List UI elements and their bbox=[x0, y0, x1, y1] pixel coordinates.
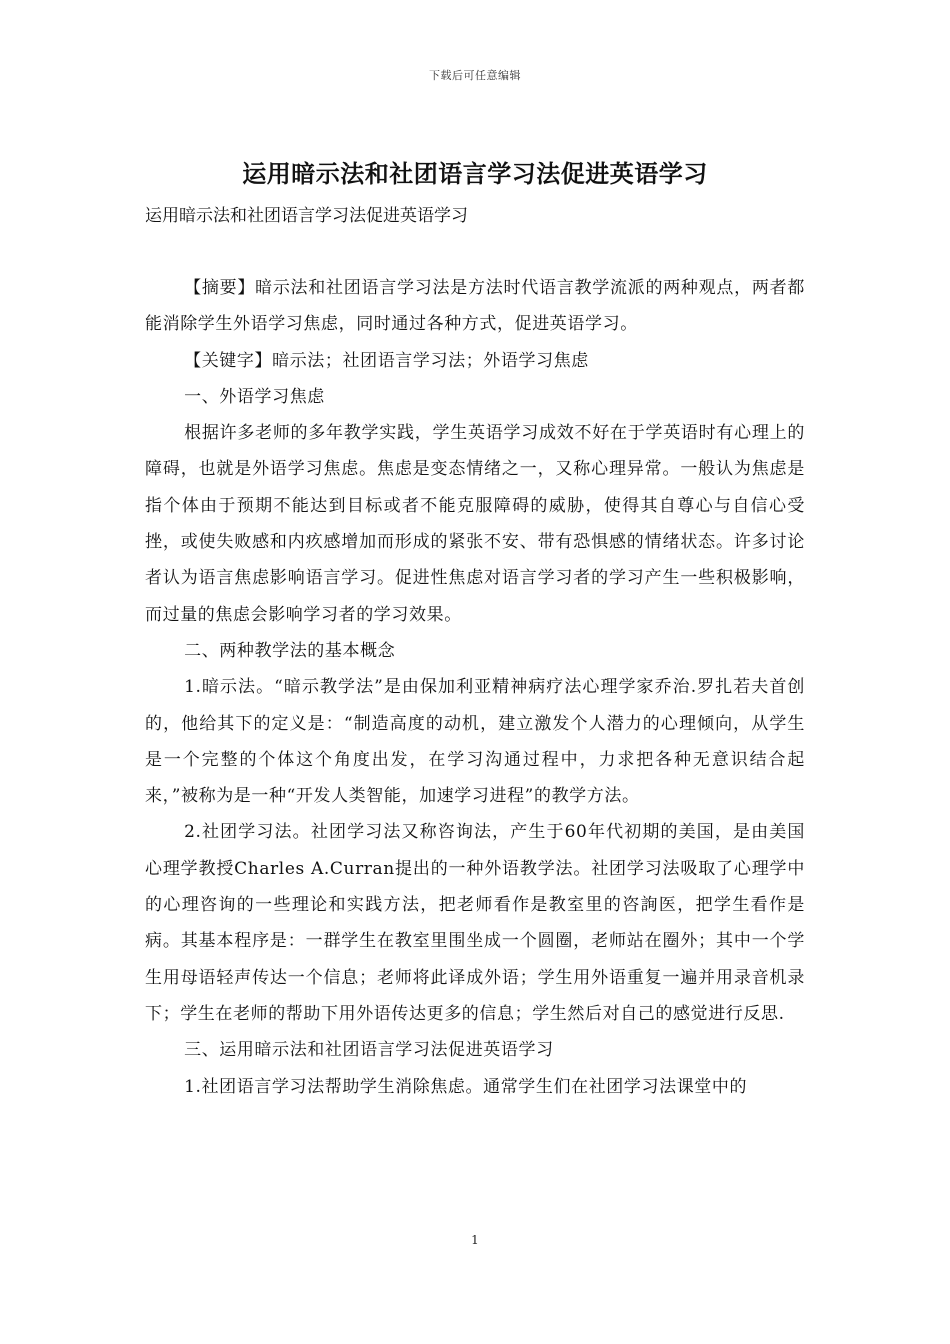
section-heading-3: 三、运用暗示法和社团语言学习法促进英语学习 bbox=[184, 1040, 554, 1061]
body-paragraph: 根据许多老师的多年教学实践，学生英语学习成效不好在于学英语时有心理上的障碍，也就是外语学习焦虑。焦虑是变态情绪之一，又称心理异常。一般认为焦虑是指个体由于预期不能达到目标或者不能克服障碍的威胁，使得其自尊心与自信心受挫，或使失败感和内疚感增加而形成的紧张不安、带有恐惧感的情绪状态。许多讨论者认为语言焦虑影响语言学习。促进性焦虑对语言学习者的学习产生一些积极影响，而过量的焦虑会影响学习者的学习效果。 bbox=[145, 423, 805, 625]
keywords-paragraph: 【关键字】暗示法；社团语言学习法；外语学习焦虑 bbox=[184, 350, 589, 371]
abstract-paragraph: 【摘要】暗示法和社团语言学习法是方法时代语言教学流派的两种观点，两者都能消除学生外语学习焦虑，同时通过各种方式，促进英语学习。 bbox=[145, 278, 805, 335]
header-note: 下载后可任意编辑 bbox=[429, 69, 521, 82]
document-subtitle: 运用暗示法和社团语言学习法促进英语学习 bbox=[145, 206, 468, 226]
body-paragraph: 2.社团学习法。社团学习法又称咨询法，产生于60年代初期的美国，是由美国心理学教授Charles A.Curran提出的一种外语教学法。社团学习法吸取了心理学中的心理咨询的一些理论和实践方法，把老师看作是教室里的咨詢医，把学生看作是病。其基本程序是：一群学生在教室里围坐成一个圆圈，老师站在圈外；其中一个学生用母语轻声传达一个信息；老师将此译成外语；学生用外语重复一遍并用录音机录下；学生在老师的帮助下用外语传达更多的信息；学生然后对自己的感觉进行反思. bbox=[145, 822, 805, 1024]
page-number: 1 bbox=[471, 1233, 479, 1247]
section-heading-2: 二、两种教学法的基本概念 bbox=[184, 640, 396, 661]
document-body bbox=[145, 270, 805, 1105]
body-paragraph: 1.社团语言学习法帮助学生消除焦虑。通常学生们在社团学习法课堂中的 bbox=[184, 1076, 748, 1097]
body-paragraph: 1.暗示法。“暗示教学法”是由保加利亚精神病疗法心理学家乔治.罗扎若夫首创的，他给其下的定义是：“制造高度的动机，建立激发个人潜力的心理倾向，从学生是一个完整的个体这个角度出发，在学习沟通过程中，力求把各种无意识结合起来，”被称为是一种“开发人类智能，加速学习进程”的教学方法。 bbox=[145, 677, 805, 807]
section-heading-1: 一、外语学习焦虑 bbox=[184, 386, 325, 407]
document-title: 运用暗示法和社团语言学习法促进英语学习 bbox=[242, 159, 708, 188]
